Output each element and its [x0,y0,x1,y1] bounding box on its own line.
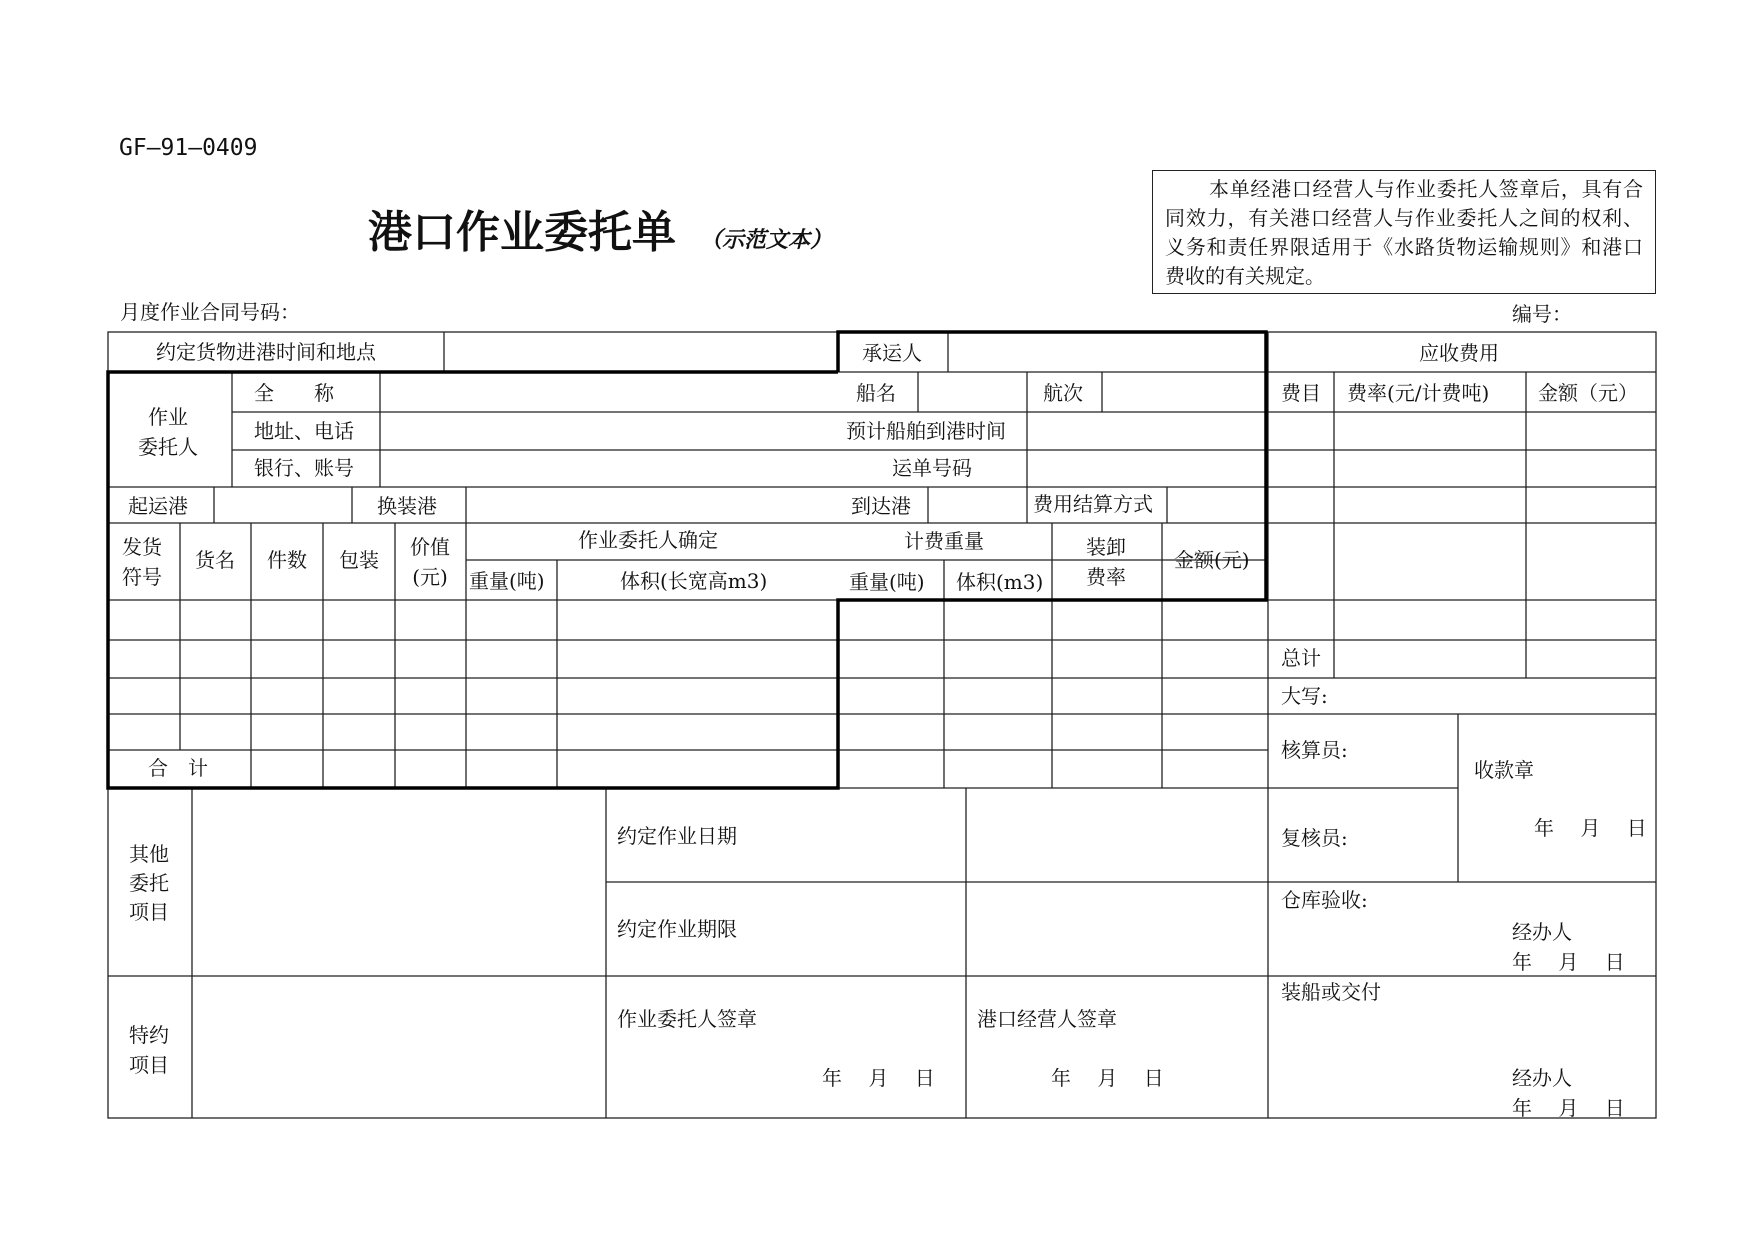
loading-delivery-label: 装船或交付 [1281,980,1381,1004]
warehouse-check-label: 仓库验收: [1281,888,1368,912]
warehouse-date: 年 月 日 [1512,950,1625,974]
waybill-no-label: 运单号码 [892,456,972,480]
fee-rate-header: 费率(元/计费吨) [1347,381,1490,405]
eta-label: 预计船舶到港时间 [846,419,1006,443]
page-subtitle: （示范文本） [700,228,833,253]
receipt-seal-label: 收款章 [1474,758,1534,782]
client-seal-date: 年 月 日 [822,1066,935,1090]
fees-total-label: 总计 [1281,646,1321,670]
fees-title: 应收费用 [1419,341,1499,365]
dest-port-field[interactable] [930,489,1025,521]
origin-port-field[interactable] [216,489,350,521]
origin-port-label: 起运港 [128,494,188,518]
client-confirm-header: 作业委托人确定 [578,528,718,552]
fee-item-header: 费目 [1281,381,1321,405]
handling-rate-header: 装卸 费率 [1086,535,1126,589]
agreed-period-field[interactable] [968,884,1266,974]
receipt-seal-date: 年 月 日 [1534,816,1647,840]
delivery-date: 年 月 日 [1512,1096,1625,1120]
charge-weight-ton-header: 重量(吨) [849,570,925,594]
delivery-handler-label: 经办人 [1512,1066,1572,1090]
form-code: GF—91—0409 [119,135,258,161]
packing-header: 包装 [339,548,379,572]
charge-volume-header: 体积(m3) [956,570,1044,594]
arrival-time-place-label: 约定货物进港时间和地点 [156,340,376,364]
transfer-port-label: 换装港 [377,494,437,518]
other-items-field[interactable] [194,790,604,974]
contract-no-label: 月度作业合同号码： [120,300,300,324]
client-weight-header: 重量(吨) [469,569,545,593]
voyage-field[interactable] [1104,374,1264,410]
shipping-mark-header: 发货 符号 [122,535,162,589]
arrival-time-place-field[interactable] [446,334,836,370]
carrier-field[interactable] [950,334,1264,370]
charge-weight-header: 计费重量 [904,529,984,553]
address-phone-label: 地址、电话 [254,419,354,443]
waybill-no-field[interactable] [1029,452,1264,485]
fee-amount-header: 金额（元） [1538,381,1638,405]
voyage-label: 航次 [1043,381,1083,405]
accountant-label: 核算员: [1281,738,1348,762]
bank-account-field[interactable] [382,452,836,485]
settlement-field[interactable] [1169,489,1264,521]
special-items-field[interactable] [194,978,604,1116]
ship-name-field[interactable] [920,374,1025,410]
port-seal-date: 年 月 日 [1051,1066,1164,1090]
eta-field[interactable] [1029,414,1264,448]
amount-in-words-label: 大写: [1281,684,1328,708]
page-title: 港口作业委托单 [368,207,676,258]
agreed-period-label: 约定作业期限 [617,917,737,941]
agreed-date-label: 约定作业日期 [617,824,737,848]
agreed-date-field[interactable] [968,790,1266,880]
full-name-field[interactable] [382,374,836,410]
amount-header: 金额(元) [1174,548,1250,572]
dest-port-label: 到达港 [851,494,911,518]
transfer-port-field[interactable] [468,489,836,521]
reviewer-label: 复核员: [1281,826,1348,850]
legal-notice-text: 本单经港口经营人与作业委托人签章后，具有合同效力，有关港口经营人与作业委托人之间的权利、义务和责任界限适用于《水路货物运输规则》和港口费收的有关规定。 [1165,177,1643,288]
client-label: 作业 委托人 [138,405,198,459]
goods-name-header: 货名 [195,548,235,572]
pieces-header: 件数 [267,548,307,572]
legal-notice-box [1152,170,1656,294]
warehouse-handler-label: 经办人 [1512,920,1572,944]
value-header: 价值 (元) [410,535,450,589]
bank-account-label: 银行、账号 [254,456,354,480]
ship-name-label: 船名 [856,381,896,405]
settlement-label: 费用结算方式 [1033,492,1153,516]
client-seal-label: 作业委托人签章 [617,1007,757,1031]
serial-no-label: 编号： [1512,302,1572,326]
special-items-label: 特约 项目 [129,1023,169,1077]
left-total-label: 合 计 [148,756,208,780]
port-seal-label: 港口经营人签章 [977,1007,1117,1031]
other-items-label: 其他 委托 项目 [129,842,169,924]
full-name-label: 全 称 [254,381,334,405]
client-volume-header: 体积(长宽高m3) [620,569,768,593]
address-phone-field[interactable] [382,414,836,448]
carrier-label: 承运人 [862,341,922,365]
